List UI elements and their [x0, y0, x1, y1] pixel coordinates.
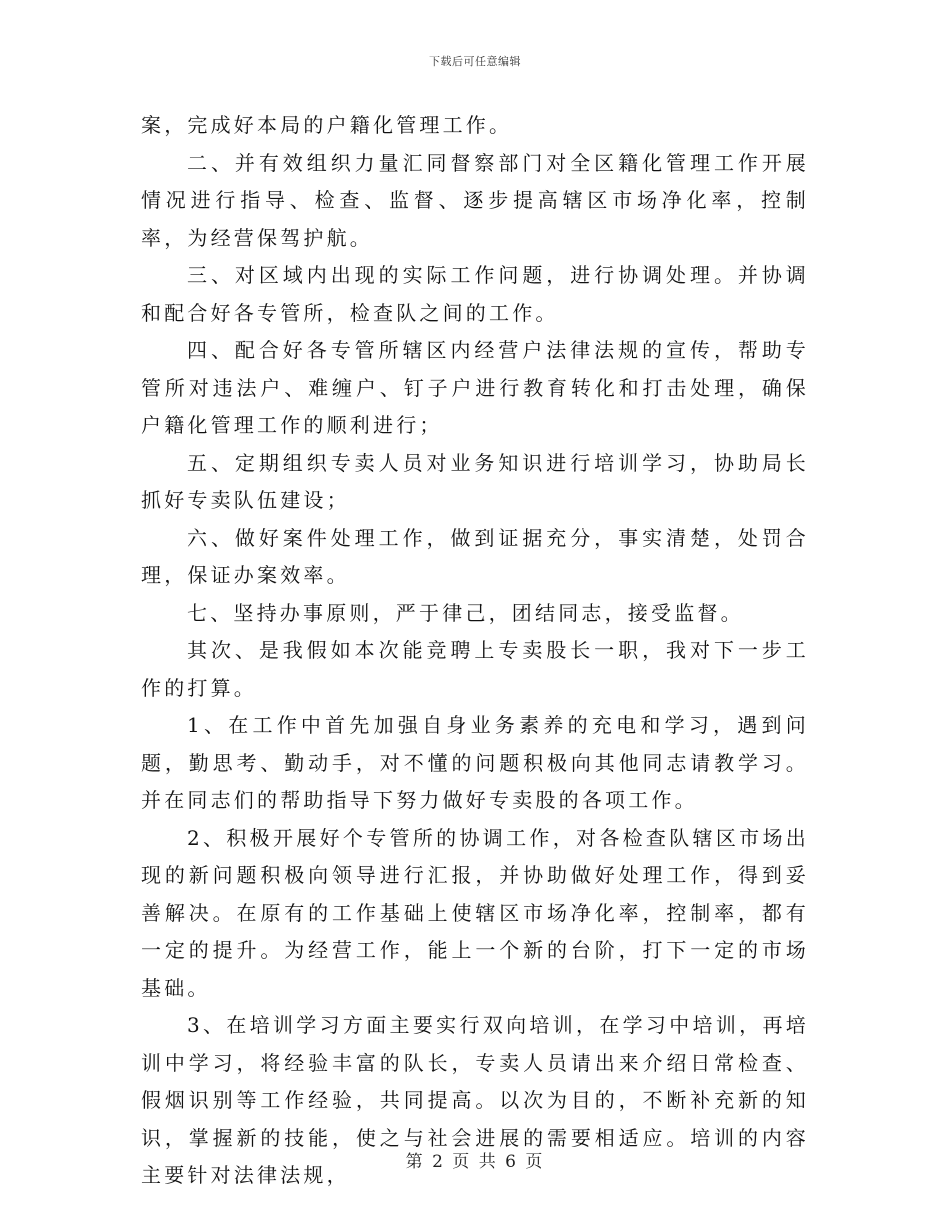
paragraph: 四、配合好各专管所辖区内经营户法律法规的宣传，帮助专管所对违法户、难缠户、钉子户进行教育转化和打击处理，确保户籍化管理工作的顺利进行； — [141, 338, 809, 437]
paragraph: 1、在工作中首先加强自身业务素养的充电和学习，遇到问题，勤思考、勤动手，对不懂的问题积极向其他同志请教学习。并在同志们的帮助指导下努力做好专卖股的各项工作。 — [141, 713, 809, 812]
page-number: 第 2 页 共 6 页 — [405, 1152, 545, 1172]
paragraph: 五、定期组织专卖人员对业务知识进行培训学习，协助局长抓好专卖队伍建设； — [141, 450, 809, 512]
page-header-note: 下载后可任意编辑 — [429, 55, 521, 68]
paragraph: 六、做好案件处理工作，做到证据充分，事实清楚，处罚合理，保证办案效率。 — [141, 525, 809, 587]
paragraph: 3、在培训学习方面主要实行双向培训，在学习中培训，再培训中学习，将经验丰富的队长，专卖人员请出来介绍日常检查、假烟识别等工作经验，共同提高。以次为目的，不断补充新的知识，掌握新的技能，使之与社会进展的需要相适应。培训的内容主要针对法律法规， — [141, 1013, 809, 1187]
paragraph: 2、积极开展好个专管所的协调工作，对各检查队辖区市场出现的新问题积极向领导进行汇报，并协助做好处理工作，得到妥善解决。在原有的工作基础上使辖区市场净化率，控制率，都有一定的提升。为经营工作，能上一个新的台阶，打下一定的市场基础。 — [141, 825, 809, 1000]
paragraph: 七、坚持办事原则，严于律己，团结同志，接受监督。 — [187, 600, 744, 625]
document-body — [141, 107, 809, 1195]
paragraph: 案，完成好本局的户籍化管理工作。 — [141, 113, 513, 137]
paragraph: 二、并有效组织力量汇同督察部门对全区籍化管理工作开展情况进行指导、检查、监督、逐步提高辖区市场净化率，控制率，为经营保驾护航。 — [141, 150, 809, 250]
paragraph: 其次、是我假如本次能竞聘上专卖股长一职，我对下一步工作的打算。 — [141, 638, 809, 700]
paragraph: 三、对区域内出现的实际工作问题，进行协调处理。并协调和配合好各专管所，检查队之间的工作。 — [141, 263, 809, 325]
